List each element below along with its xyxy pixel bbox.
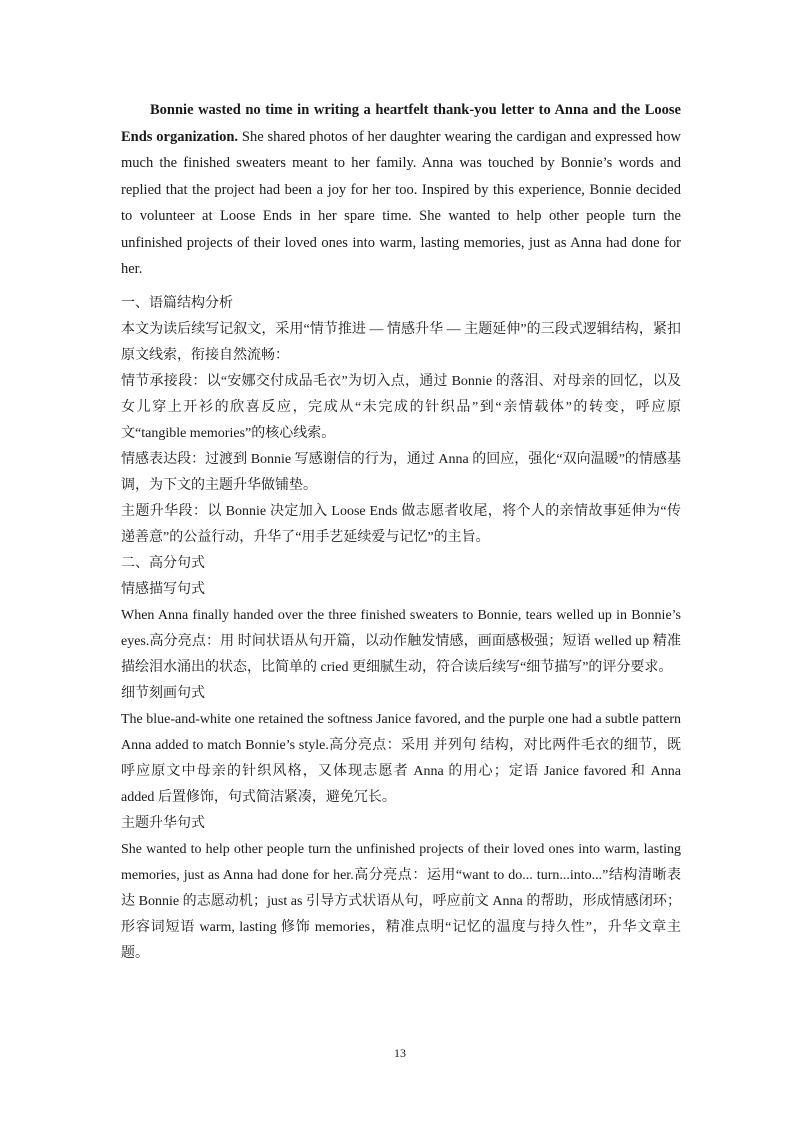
analysis-section: [121, 291, 681, 967]
emotion-paragraph-analysis: 情感表达段：过渡到 Bonnie 写感谢信的行为，通过 Anna 的回应，强化“双向温暖”的情感基调，为下文的主题升华做铺垫。: [121, 451, 681, 493]
essay-paragraph: [121, 97, 681, 283]
essay-body: She shared photos of her daughter wearing the cardigan and expressed how much the finished sweaters meant to her family. Anna was touched by Bonnie’s words and replied that the project had been a joy for her too. Inspired by this experience, Bonnie decided to volunteer at Loose Ends in her spare time. She wanted to help other people turn the unfinished projects of their loved ones into warm, lasting memories, just as Anna had done for her.: [121, 128, 681, 277]
emotion-sentence-heading: 情感描写句式: [121, 581, 205, 597]
emotion-sentence-text: When Anna finally handed over the three finished sweaters to Bonnie, tears welled up in Bonnie’s eyes.高分亮点：用 时间状语从句开篇，以动作触发情感，画面感极强；短语 welled up 精准描绘泪水涌出的状态，比简单的 cried 更细腻生动，符合读后续写“细节描写”的评分要求。: [121, 607, 681, 675]
section1-heading: 一、语篇结构分析: [121, 295, 233, 311]
detail-sentence-text: The blue-and-white one retained the softness Janice favored, and the purple one had a subtle pattern Anna added to match Bonnie’s style.高分亮点：采用 并列句 结构，对比两件毛衣的细节，既呼应原文中母亲的针织风格，又体现志愿者 Anna 的用心；定语 Janice favored 和 Anna added 后置修饰，句式简洁紧凑，避免冗长。: [121, 711, 681, 805]
essay-bold-opening: Bonnie wasted no time in writing a heartfelt thank-you letter to Anna and the Loose Ends organization.: [121, 102, 681, 145]
page-content: [121, 97, 681, 967]
page-number: 13: [394, 1046, 406, 1060]
theme-sentence-text: She wanted to help other people turn the unfinished projects of their loved ones into warm, lasting memories, just as Anna had done for her.高分亮点：运用“want to do... turn...into...”结构清晰表达 Bonnie 的志愿动机；just as 引导方式状语从句，呼应前文 Anna 的帮助，形成情感闭环；形容词短语 warm, lasting 修饰 memories，精准点明“记忆的温度与持久性”，升华文章主题。: [121, 841, 681, 961]
section1-intro: 本文为读后续写记叙文，采用“情节推进 — 情感升华 — 主题延伸”的三段式逻辑结构，紧扣原文线索，衔接自然流畅：: [121, 321, 681, 363]
transition-paragraph-analysis: 情节承接段：以“安娜交付成品毛衣”为切入点，通过 Bonnie 的落泪、对母亲的回忆，以及女儿穿上开衫的欣喜反应，完成从“未完成的针织品”到“亲情载体”的转变，呼应原文“tangible memories”的核心线索。: [121, 373, 681, 441]
theme-sentence-heading: 主题升华句式: [121, 815, 205, 831]
section2-heading: 二、高分句式: [121, 555, 205, 571]
theme-paragraph-analysis: 主题升华段：以 Bonnie 决定加入 Loose Ends 做志愿者收尾，将个人的亲情故事延伸为“传递善意”的公益行动，升华了“用手艺延续爱与记忆”的主旨。: [121, 503, 681, 545]
detail-sentence-heading: 细节刻画句式: [121, 685, 205, 701]
